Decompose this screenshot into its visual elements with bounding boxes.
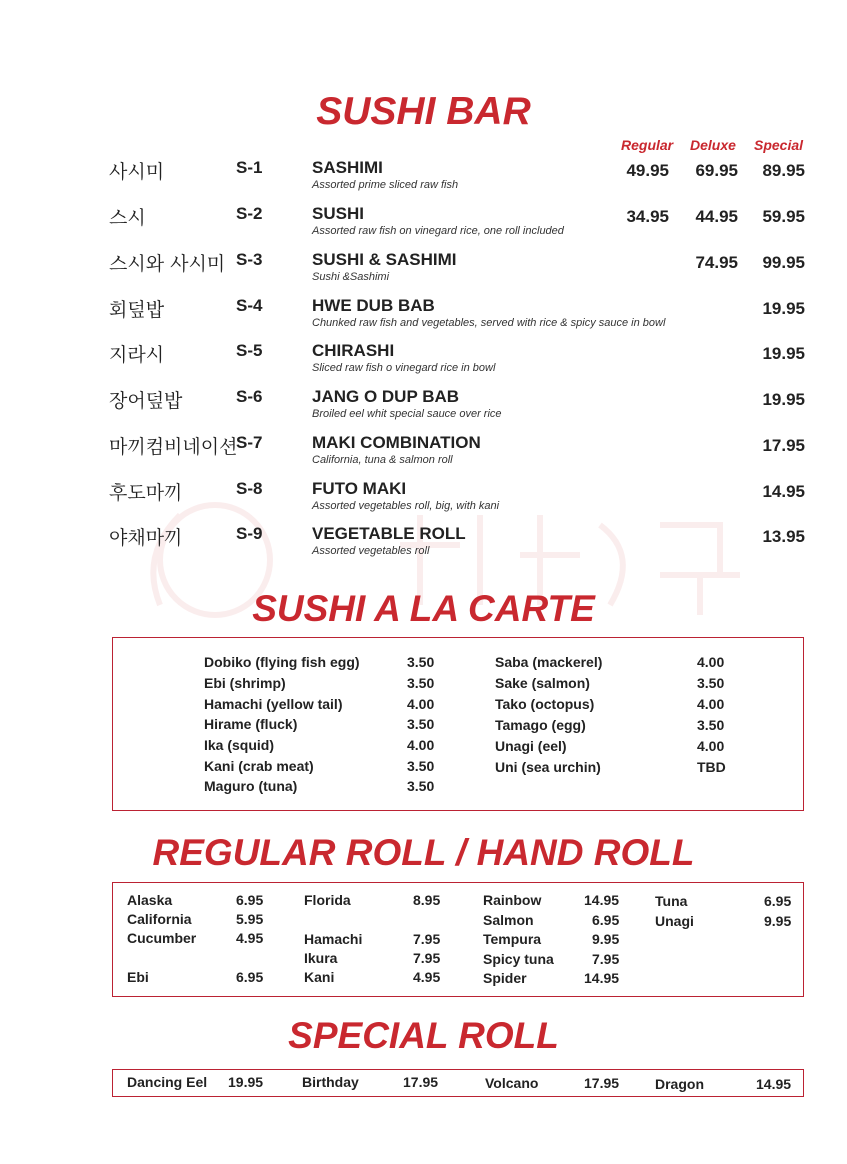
item-name: Tako (octopus) bbox=[495, 696, 595, 712]
item-name: California bbox=[127, 911, 192, 927]
item-price: 4.00 bbox=[407, 696, 435, 712]
item-name: Hamachi (yellow tail) bbox=[204, 696, 343, 712]
item-name: Unagi (eel) bbox=[495, 738, 567, 754]
item-price: 4.95 bbox=[236, 930, 264, 946]
item-price: 4.00 bbox=[697, 738, 725, 754]
item-description: Sushi &Sashimi bbox=[312, 271, 390, 283]
korean-name: 스시 bbox=[109, 207, 146, 229]
item-name: Tuna bbox=[655, 893, 688, 909]
item-price: 5.95 bbox=[236, 911, 264, 927]
item-price: TBD bbox=[697, 759, 726, 775]
item-description: Assorted raw fish on vinegard rice, one roll included bbox=[312, 225, 564, 237]
item-name: CHIRASHI bbox=[312, 341, 395, 360]
item-code: S-7 bbox=[236, 433, 263, 452]
deluxe-price-header: Deluxe bbox=[690, 137, 736, 153]
item-description: California, tuna & salmon roll bbox=[312, 454, 453, 466]
special-price: 13.95 bbox=[762, 527, 805, 546]
item-code: S-2 bbox=[236, 204, 263, 223]
item-name: SASHIMI bbox=[312, 158, 383, 177]
deluxe-price: 44.95 bbox=[695, 207, 738, 226]
item-name: Hirame (fluck) bbox=[204, 716, 298, 732]
sushi-bar-item bbox=[0, 340, 847, 386]
item-name: Birthday bbox=[302, 1074, 359, 1090]
item-name: SUSHI bbox=[312, 204, 364, 223]
sushi-bar-item bbox=[0, 478, 847, 524]
item-description: Assorted vegetables roll, big, with kani bbox=[312, 500, 500, 512]
item-price: 7.95 bbox=[592, 951, 620, 967]
item-code: S-5 bbox=[236, 341, 263, 360]
item-price: 3.50 bbox=[407, 778, 435, 794]
item-name: SUSHI & SASHIMI bbox=[312, 250, 457, 269]
item-name: Ikura bbox=[304, 950, 338, 966]
item-description: Sliced raw fish o vinegard rice in bowl bbox=[312, 362, 496, 374]
deluxe-price: 69.95 bbox=[695, 161, 738, 180]
regular-price: 34.95 bbox=[626, 207, 669, 226]
item-name: Cucumber bbox=[127, 930, 197, 946]
korean-name: 회덮밥 bbox=[109, 299, 165, 321]
item-code: S-3 bbox=[236, 250, 263, 269]
item-name: Alaska bbox=[127, 892, 173, 908]
sushi-bar-item bbox=[0, 386, 847, 432]
item-price: 14.95 bbox=[756, 1076, 792, 1092]
special-price: 89.95 bbox=[762, 161, 805, 180]
item-price: 6.95 bbox=[236, 892, 264, 908]
item-price: 4.00 bbox=[407, 737, 435, 753]
special-price: 59.95 bbox=[762, 207, 805, 226]
sushi-bar-item bbox=[0, 523, 847, 569]
korean-name: 후도마끼 bbox=[109, 482, 183, 504]
item-price: 3.50 bbox=[407, 675, 435, 691]
item-price: 7.95 bbox=[413, 950, 441, 966]
item-name: MAKI COMBINATION bbox=[312, 433, 481, 452]
item-name: Hamachi bbox=[304, 931, 363, 947]
item-name: Salmon bbox=[483, 912, 534, 928]
item-price: 9.95 bbox=[764, 913, 792, 929]
korean-name: 스시와 사시미 bbox=[109, 253, 226, 275]
item-price: 3.50 bbox=[407, 654, 435, 670]
item-name: Dobiko (flying fish egg) bbox=[204, 654, 360, 670]
item-name: Ika (squid) bbox=[204, 737, 275, 753]
item-name: Tamago (egg) bbox=[495, 717, 586, 733]
sushi-bar-item bbox=[0, 203, 847, 249]
item-name: Spider bbox=[483, 970, 527, 986]
item-price: 3.50 bbox=[697, 717, 725, 733]
item-description: Assorted prime sliced raw fish bbox=[312, 179, 459, 191]
special-price: 19.95 bbox=[762, 299, 805, 318]
item-name: Kani bbox=[304, 969, 335, 985]
item-price: 17.95 bbox=[403, 1074, 439, 1090]
item-code: S-4 bbox=[236, 296, 263, 315]
item-name: Volcano bbox=[485, 1075, 539, 1091]
deluxe-price: 74.95 bbox=[695, 253, 738, 272]
item-price: 17.95 bbox=[584, 1075, 620, 1091]
item-price: 9.95 bbox=[592, 931, 620, 947]
item-price: 6.95 bbox=[592, 912, 620, 928]
item-name: VEGETABLE ROLL bbox=[312, 524, 466, 543]
item-name: Kani (crab meat) bbox=[204, 758, 314, 774]
special-price: 17.95 bbox=[762, 436, 805, 455]
special-roll-title: SPECIAL ROLL bbox=[288, 1015, 559, 1056]
ala-carte-title: SUSHI A LA CARTE bbox=[252, 588, 595, 629]
item-price: 4.95 bbox=[413, 969, 441, 985]
item-name: Florida bbox=[304, 892, 351, 908]
korean-name: 마끼컴비네이션 bbox=[109, 436, 238, 458]
sushi-bar-item bbox=[0, 432, 847, 478]
regular-roll-box bbox=[112, 882, 804, 997]
special-price-header: Special bbox=[754, 137, 804, 153]
item-name: Tempura bbox=[483, 931, 542, 947]
item-description: Assorted vegetables roll bbox=[312, 545, 430, 557]
regular-price: 49.95 bbox=[626, 161, 669, 180]
korean-name: 사시미 bbox=[109, 161, 165, 183]
item-name: Sake (salmon) bbox=[495, 675, 590, 691]
item-name: Saba (mackerel) bbox=[495, 654, 603, 670]
item-name: FUTO MAKI bbox=[312, 479, 407, 498]
special-price: 14.95 bbox=[762, 482, 805, 501]
special-price: 19.95 bbox=[762, 344, 805, 363]
korean-name: 야채마끼 bbox=[109, 527, 183, 549]
item-name: Ebi (shrimp) bbox=[204, 675, 286, 691]
item-name: Spicy tuna bbox=[483, 951, 554, 967]
item-code: S-9 bbox=[236, 524, 263, 543]
korean-name: 장어덮밥 bbox=[109, 390, 183, 412]
regular-price-header: Regular bbox=[621, 137, 674, 153]
item-code: S-8 bbox=[236, 479, 263, 498]
sushi-bar-item bbox=[0, 295, 847, 341]
item-price: 14.95 bbox=[584, 970, 620, 986]
item-name: Dragon bbox=[655, 1076, 704, 1092]
item-price: 7.95 bbox=[413, 931, 441, 947]
item-price: 3.50 bbox=[407, 758, 435, 774]
regular-roll-title: REGULAR ROLL / HAND ROLL bbox=[152, 832, 695, 873]
item-price: 6.95 bbox=[236, 969, 264, 985]
item-name: HWE DUB BAB bbox=[312, 296, 435, 315]
item-name: Rainbow bbox=[483, 892, 542, 908]
item-price: 4.00 bbox=[697, 696, 725, 712]
item-price: 4.00 bbox=[697, 654, 725, 670]
item-code: S-6 bbox=[236, 387, 263, 406]
item-name: Uni (sea urchin) bbox=[495, 759, 601, 775]
item-name: JANG O DUP BAB bbox=[312, 387, 460, 406]
item-name: Unagi bbox=[655, 913, 694, 929]
item-price: 8.95 bbox=[413, 892, 441, 908]
sushi-bar-item bbox=[0, 157, 847, 203]
item-description: Broiled eel whit special sauce over rice bbox=[312, 408, 502, 420]
item-name: Dancing Eel bbox=[127, 1074, 208, 1090]
item-price: 6.95 bbox=[764, 893, 792, 909]
special-price: 19.95 bbox=[762, 390, 805, 409]
sushi-bar-item bbox=[0, 249, 847, 295]
item-price: 19.95 bbox=[228, 1074, 264, 1090]
item-code: S-1 bbox=[236, 158, 263, 177]
item-name: Maguro (tuna) bbox=[204, 778, 298, 794]
special-price: 99.95 bbox=[762, 253, 805, 272]
item-price: 3.50 bbox=[697, 675, 725, 691]
sushi-bar-title: SUSHI BAR bbox=[316, 90, 531, 133]
korean-name: 지라시 bbox=[109, 344, 165, 366]
item-price: 14.95 bbox=[584, 892, 620, 908]
item-name: Ebi bbox=[127, 969, 149, 985]
item-price: 3.50 bbox=[407, 716, 435, 732]
item-description: Chunked raw fish and vegetables, served with rice & spicy sauce in bowl bbox=[312, 317, 666, 329]
